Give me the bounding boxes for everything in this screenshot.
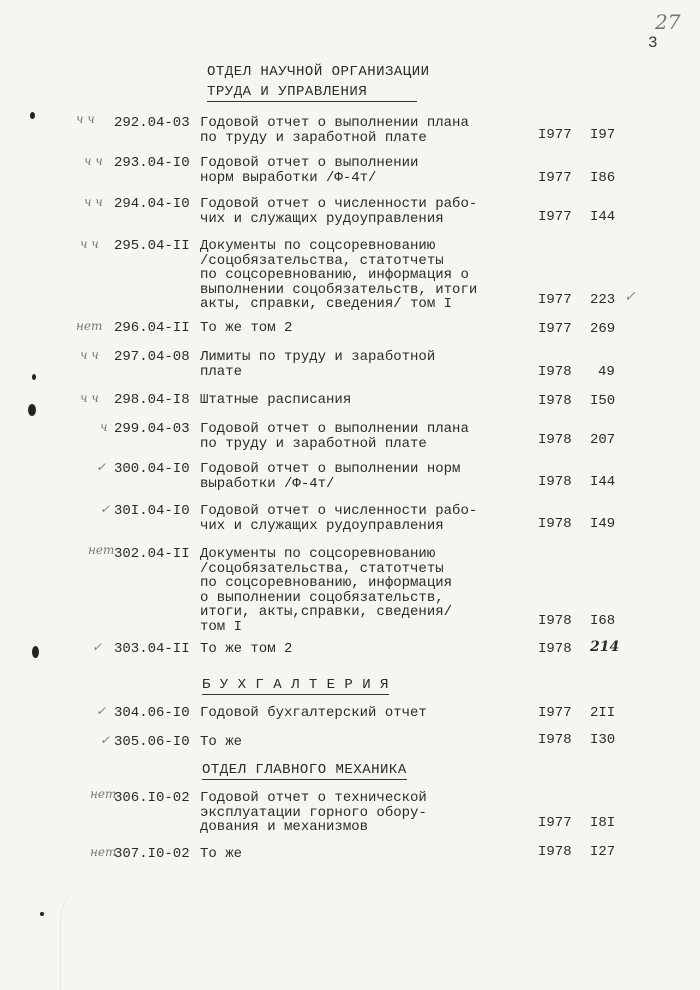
- entry-year: I978: [538, 474, 572, 490]
- entry-title: Документы по соцсоревнованию /соцобязательства, статотчеты по соцсоревнованию, информация о выполнении соцобязательств, итоги, акты,справки, сведения/ том I: [200, 546, 453, 635]
- entry-sheets: I97: [590, 127, 616, 143]
- entry-sheets: 223: [590, 292, 616, 308]
- section-title-accounting-text: Б У Х Г А Л Т Е Р И Я: [202, 677, 389, 693]
- entry-code: 294.04-I0: [114, 196, 190, 212]
- margin-mark: ч ч: [80, 237, 99, 251]
- entry-code: 302.04-II: [114, 546, 190, 562]
- margin-mark: ✓: [96, 704, 107, 718]
- entry-title: То же том 2: [200, 320, 293, 336]
- entry-code: 303.04-II: [114, 641, 190, 657]
- entry-sheets: I50: [590, 393, 616, 409]
- ink-speck: [32, 646, 39, 658]
- entry-sheets: I44: [590, 474, 616, 490]
- page-number: 3: [648, 34, 658, 52]
- margin-mark: ч ч: [84, 154, 103, 168]
- entry-sheets: 2II: [590, 705, 616, 721]
- entry-title: Документы по соцсоревнованию /соцобязательства, статотчеты по соцсоревнованию, информация о выполнении соцобязательств, итоги акты, справки, сведения/ том I: [200, 238, 478, 313]
- entry-sheets: 49: [598, 364, 615, 380]
- ink-speck: [30, 112, 35, 119]
- entry-title: Годовой отчет о выполнении плана по труду и заработной плате: [200, 421, 469, 452]
- entry-year: I977: [538, 321, 572, 337]
- entry-code: 306.I0-02: [114, 790, 190, 806]
- margin-mark: ✓: [100, 733, 111, 747]
- entry-year: I978: [538, 641, 572, 657]
- entry-year: I978: [538, 732, 572, 748]
- entry-sheets: I86: [590, 170, 616, 186]
- entry-title: Годовой отчет о численности рабо- чих и служащих рудоуправления: [200, 503, 478, 534]
- margin-mark: ✓: [100, 502, 111, 516]
- entry-year: I978: [538, 613, 572, 629]
- margin-mark: нет: [90, 845, 117, 859]
- margin-mark: нет: [76, 319, 103, 333]
- entry-year: I977: [538, 292, 572, 308]
- entry-year: I977: [538, 705, 572, 721]
- entry-title: Годовой отчет о выполнении норм выработки /Ф-4т/: [200, 155, 419, 186]
- margin-mark: ч ч: [80, 391, 99, 405]
- entry-title: Годовой отчет о численности рабо- чих и служащих рудоуправления: [200, 196, 478, 227]
- entry-year: I978: [538, 432, 572, 448]
- section-title-mechanic-text: ОТДЕЛ ГЛАВНОГО МЕХАНИКА: [202, 762, 407, 778]
- entry-title: То же: [200, 846, 243, 862]
- entry-year: I977: [538, 127, 572, 143]
- checkmark-icon: ✓: [624, 290, 636, 306]
- entry-code: 305.06-I0: [114, 734, 190, 750]
- entry-code: 299.04-03: [114, 421, 190, 437]
- margin-mark: ч: [100, 420, 108, 434]
- ink-speck: [32, 374, 36, 380]
- entry-sheets: 269: [590, 321, 616, 337]
- entry-code: 298.04-I8: [114, 392, 190, 408]
- entry-year: I978: [538, 516, 572, 532]
- entry-title: Годовой отчет о выполнении плана по труду и заработной плате: [200, 115, 469, 146]
- entry-sheets: I68: [590, 613, 616, 629]
- handwritten-page-number: 27: [655, 10, 681, 34]
- entry-sheets: I30: [590, 732, 616, 748]
- margin-mark: ч ч: [80, 348, 99, 362]
- ink-speck: [28, 404, 36, 416]
- margin-mark: нет: [90, 787, 117, 801]
- entry-code: 293.04-I0: [114, 155, 190, 171]
- entry-code: 300.04-I0: [114, 461, 190, 477]
- entry-title: Годовой бухгалтерский отчет: [200, 705, 427, 721]
- entry-code: 297.04-08: [114, 349, 190, 365]
- section-title-mechanic: [202, 762, 407, 780]
- entry-year: I977: [538, 815, 572, 831]
- entry-year: I978: [538, 364, 572, 380]
- entry-sheets: 214: [590, 639, 620, 655]
- entry-title: Годовой отчет о технической эксплуатации горного обору- дования и механизмов: [200, 790, 427, 836]
- entry-sheets: I49: [590, 516, 616, 532]
- entry-code: 295.04-II: [114, 238, 190, 254]
- entry-sheets: I8I: [590, 815, 616, 831]
- entry-code: 304.06-I0: [114, 705, 190, 721]
- ink-speck: [40, 912, 44, 916]
- section-title-accounting: [202, 677, 389, 695]
- entry-code: 292.04-03: [114, 115, 190, 131]
- entry-sheets: I27: [590, 844, 616, 860]
- entry-year: I978: [538, 844, 572, 860]
- entry-title: То же том 2: [200, 641, 293, 657]
- section-title-labor-line2: [207, 84, 417, 102]
- entry-year: I977: [538, 209, 572, 225]
- margin-mark: ч ч: [84, 195, 103, 209]
- margin-mark: ч ч: [76, 112, 95, 126]
- margin-mark: ✓: [92, 640, 103, 654]
- entry-sheets: I44: [590, 209, 616, 225]
- entry-title: Лимиты по труду и заработной плате: [200, 349, 436, 380]
- paper-fold: [60, 880, 700, 990]
- entry-code: 296.04-II: [114, 320, 190, 336]
- section-title-labor-line2-text: ТРУДА И УПРАВЛЕНИЯ: [207, 84, 417, 102]
- entry-title: То же: [200, 734, 243, 750]
- section-title-labor-line1: ОТДЕЛ НАУЧНОЙ ОРГАНИЗАЦИИ: [207, 64, 430, 80]
- entry-year: I978: [538, 393, 572, 409]
- entry-year: I977: [538, 170, 572, 186]
- margin-mark: нет: [88, 543, 115, 557]
- margin-mark: ✓: [96, 460, 107, 474]
- entry-code: 30I.04-I0: [114, 503, 190, 519]
- entry-title: Годовой отчет о выполнении норм выработки /Ф-4т/: [200, 461, 461, 492]
- entry-code: 307.I0-02: [114, 846, 190, 862]
- entry-title: Штатные расписания: [200, 392, 352, 408]
- entry-sheets: 207: [590, 432, 616, 448]
